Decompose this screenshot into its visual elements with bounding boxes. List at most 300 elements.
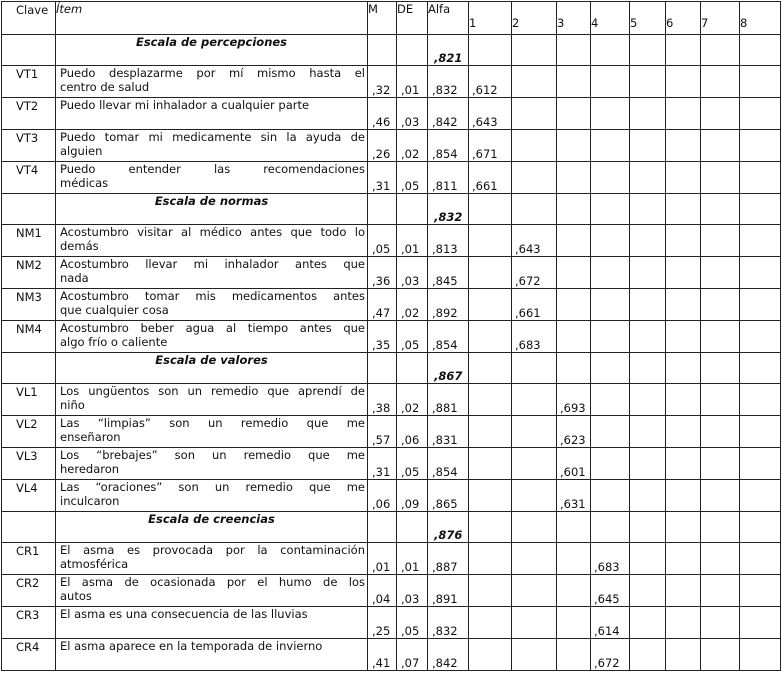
item-alfa: ,831 (428, 416, 469, 448)
factor-empty-cell (557, 225, 591, 257)
factor-empty-cell (630, 384, 666, 416)
scale-blank-cell (397, 194, 428, 225)
item-text (56, 162, 368, 194)
header-factor-3 (557, 2, 591, 35)
item-text (56, 480, 368, 512)
factor-empty-cell (666, 448, 701, 480)
factor-empty-cell (740, 66, 781, 98)
factor-empty-cell (630, 289, 666, 321)
item-sd: ,05 (397, 321, 428, 353)
factor-empty-cell (557, 66, 591, 98)
item-mean: ,46 (368, 98, 397, 130)
item-sd: ,03 (397, 98, 428, 130)
item-text (56, 543, 368, 575)
item-text-line: enseñaron (60, 430, 121, 444)
header-factor-8 (740, 2, 781, 35)
factor-empty-cell (630, 416, 666, 448)
factor-empty-cell (740, 257, 781, 289)
scale-blank-cell (2, 353, 56, 384)
table-row (2, 448, 781, 480)
item-sd: ,09 (397, 480, 428, 512)
factor-empty-cell (740, 130, 781, 162)
item-mean: ,36 (368, 257, 397, 289)
scale-blank-cell (630, 194, 666, 225)
item-key: CR4 (2, 639, 56, 671)
table-row (2, 321, 781, 353)
scale-blank-cell (397, 35, 428, 66)
factor-empty-cell (666, 575, 701, 607)
factor-empty-cell (740, 162, 781, 194)
item-text (56, 384, 368, 416)
scale-blank-cell (701, 194, 740, 225)
scale-blank-cell (557, 353, 591, 384)
scale-blank-cell (557, 194, 591, 225)
item-mean: ,31 (368, 448, 397, 480)
factor-empty-cell (666, 321, 701, 353)
factor-loading: ,661 (469, 162, 512, 194)
factor-loading: ,645 (591, 575, 630, 607)
scale-blank-cell (469, 512, 512, 543)
factor-empty-cell (666, 416, 701, 448)
header-factor-5 (630, 2, 666, 35)
factor-empty-cell (630, 225, 666, 257)
scale-blank-cell (512, 512, 557, 543)
item-sd: ,01 (397, 543, 428, 575)
header-factor-6 (666, 2, 701, 35)
factor-empty-cell (512, 480, 557, 512)
scale-blank-cell (666, 512, 701, 543)
factor-empty-cell (512, 384, 557, 416)
table-row (2, 480, 781, 512)
item-sd: ,02 (397, 289, 428, 321)
header-alfa (428, 2, 469, 35)
factor-empty-cell (557, 162, 591, 194)
item-text-line: Puedo entender las recomendaciones (60, 162, 365, 176)
header-factor-label: 4 (591, 16, 599, 30)
item-text-line: médicas (60, 176, 109, 190)
item-alfa: ,845 (428, 257, 469, 289)
scale-blank-cell (591, 35, 630, 66)
header-factor-label: 8 (740, 16, 748, 30)
scale-blank-cell (368, 353, 397, 384)
item-mean: ,47 (368, 289, 397, 321)
item-alfa: ,813 (428, 225, 469, 257)
header-factor-1 (469, 2, 512, 35)
factor-empty-cell (469, 384, 512, 416)
factor-empty-cell (666, 607, 701, 639)
item-mean: ,05 (368, 225, 397, 257)
scale-title: Escala de creencias (56, 512, 368, 543)
factor-empty-cell (591, 130, 630, 162)
item-alfa: ,892 (428, 289, 469, 321)
scale-blank-cell (469, 35, 512, 66)
item-key: VT3 (2, 130, 56, 162)
factor-empty-cell (701, 162, 740, 194)
scale-blank-cell (2, 194, 56, 225)
item-text-line: Los “brebajes” son un remedio que me (60, 448, 365, 462)
item-mean: ,38 (368, 384, 397, 416)
factor-empty-cell (740, 289, 781, 321)
item-sd: ,02 (397, 130, 428, 162)
factor-empty-cell (666, 257, 701, 289)
factor-empty-cell (701, 225, 740, 257)
factor-loading: ,614 (591, 607, 630, 639)
header-row (2, 2, 781, 35)
factor-empty-cell (591, 448, 630, 480)
scale-row (2, 35, 781, 66)
scale-blank-cell (397, 353, 428, 384)
scale-title: Escala de percepciones (56, 35, 368, 66)
item-text (56, 321, 368, 353)
factor-loading: ,612 (469, 66, 512, 98)
factor-empty-cell (469, 639, 512, 671)
item-text (56, 289, 368, 321)
factor-empty-cell (740, 98, 781, 130)
item-alfa: ,887 (428, 543, 469, 575)
factor-empty-cell (557, 257, 591, 289)
item-key: NM4 (2, 321, 56, 353)
scale-alfa: ,867 (428, 353, 469, 384)
factor-empty-cell (740, 575, 781, 607)
scale-alfa: ,876 (428, 512, 469, 543)
header-clave: Clave (2, 2, 56, 35)
scale-blank-cell (512, 194, 557, 225)
header-m (368, 2, 397, 35)
item-text (56, 66, 368, 98)
factor-empty-cell (630, 543, 666, 575)
factor-empty-cell (701, 639, 740, 671)
factor-empty-cell (666, 225, 701, 257)
factor-empty-cell (630, 162, 666, 194)
factor-empty-cell (666, 66, 701, 98)
item-text-line: niño (60, 398, 85, 412)
factor-empty-cell (469, 416, 512, 448)
item-alfa: ,854 (428, 321, 469, 353)
item-text (56, 575, 368, 607)
item-alfa: ,832 (428, 66, 469, 98)
factor-empty-cell (666, 480, 701, 512)
item-key: VL3 (2, 448, 56, 480)
factor-empty-cell (512, 575, 557, 607)
factor-empty-cell (701, 321, 740, 353)
scale-blank-cell (2, 35, 56, 66)
factor-empty-cell (557, 130, 591, 162)
table-row (2, 639, 781, 671)
factor-loading: ,623 (557, 416, 591, 448)
table-row (2, 607, 781, 639)
item-mean: ,06 (368, 480, 397, 512)
scale-blank-cell (469, 353, 512, 384)
scale-blank-cell (368, 512, 397, 543)
item-key: VT4 (2, 162, 56, 194)
scale-blank-cell (512, 353, 557, 384)
item-text-line: alguien (60, 144, 103, 158)
item-text (56, 416, 368, 448)
factor-empty-cell (701, 416, 740, 448)
factor-empty-cell (630, 639, 666, 671)
scale-blank-cell (2, 512, 56, 543)
factor-empty-cell (591, 480, 630, 512)
scale-blank-cell (630, 35, 666, 66)
scale-blank-cell (740, 35, 781, 66)
factor-empty-cell (666, 98, 701, 130)
scale-blank-cell (368, 194, 397, 225)
item-mean: ,25 (368, 607, 397, 639)
item-alfa: ,854 (428, 130, 469, 162)
item-text (56, 225, 368, 257)
factor-empty-cell (557, 289, 591, 321)
factor-empty-cell (512, 416, 557, 448)
factor-empty-cell (701, 448, 740, 480)
scale-blank-cell (397, 512, 428, 543)
factor-empty-cell (469, 257, 512, 289)
factor-loading: ,631 (557, 480, 591, 512)
item-text-line: Acostumbro visitar al médico antes que todo lo (60, 225, 365, 239)
item-text (56, 607, 368, 639)
factor-empty-cell (701, 66, 740, 98)
scale-title: Escala de valores (56, 353, 368, 384)
factor-empty-cell (469, 321, 512, 353)
factor-empty-cell (701, 575, 740, 607)
item-sd: ,06 (397, 416, 428, 448)
item-text-line: Las “limpias” son un remedio que me (60, 416, 365, 430)
factor-empty-cell (469, 480, 512, 512)
item-text-line: nada (60, 271, 89, 285)
factor-loading: ,671 (469, 130, 512, 162)
scale-blank-cell (666, 353, 701, 384)
scale-alfa: ,821 (428, 35, 469, 66)
header-factor-label: 7 (701, 16, 709, 30)
factor-empty-cell (591, 66, 630, 98)
factor-empty-cell (512, 130, 557, 162)
item-mean: ,35 (368, 321, 397, 353)
header-factor-label: 3 (557, 16, 565, 30)
header-m-label: M (368, 2, 378, 16)
item-text-line: Puedo tomar mi medicamente sin la ayuda de (60, 130, 365, 144)
table-row (2, 66, 781, 98)
table-row (2, 225, 781, 257)
factor-empty-cell (512, 162, 557, 194)
factor-loading: ,643 (512, 225, 557, 257)
item-mean: ,26 (368, 130, 397, 162)
scale-blank-cell (666, 194, 701, 225)
factor-empty-cell (666, 384, 701, 416)
item-text-line: demás (60, 239, 99, 253)
item-key: NM3 (2, 289, 56, 321)
factor-empty-cell (512, 543, 557, 575)
table-row (2, 384, 781, 416)
item-key: VL2 (2, 416, 56, 448)
factor-empty-cell (740, 639, 781, 671)
item-text (56, 130, 368, 162)
factor-empty-cell (701, 257, 740, 289)
item-sd: ,01 (397, 66, 428, 98)
item-alfa: ,832 (428, 607, 469, 639)
item-key: CR3 (2, 607, 56, 639)
factor-loading: ,661 (512, 289, 557, 321)
factor-loading: ,601 (557, 448, 591, 480)
factor-empty-cell (591, 162, 630, 194)
item-text (56, 257, 368, 289)
factor-empty-cell (666, 130, 701, 162)
item-key: VL4 (2, 480, 56, 512)
scale-blank-cell (557, 35, 591, 66)
scale-blank-cell (701, 35, 740, 66)
item-text-line: El asma es una consecuencia de las lluvias (60, 607, 308, 621)
item-sd: ,07 (397, 639, 428, 671)
factor-empty-cell (591, 289, 630, 321)
factor-empty-cell (591, 321, 630, 353)
item-key: CR2 (2, 575, 56, 607)
item-sd: ,01 (397, 225, 428, 257)
header-factor-label: 6 (666, 16, 674, 30)
scale-blank-cell (469, 194, 512, 225)
item-text-line: El asma de ocasionada por el humo de los (60, 575, 365, 589)
item-sd: ,05 (397, 162, 428, 194)
factor-empty-cell (701, 543, 740, 575)
table-row (2, 98, 781, 130)
factor-empty-cell (630, 257, 666, 289)
scale-blank-cell (591, 194, 630, 225)
item-text-line: Acostumbro tomar mis medicamentos antes (60, 289, 365, 303)
factor-analysis-table (1, 1, 781, 671)
item-alfa: ,842 (428, 98, 469, 130)
item-text-line: centro de salud (60, 80, 150, 94)
header-factor-label: 1 (469, 16, 477, 30)
item-key: NM1 (2, 225, 56, 257)
item-text-line: El asma aparece en la temporada de invierno (60, 639, 323, 653)
item-key: VT2 (2, 98, 56, 130)
header-factor-7 (701, 2, 740, 35)
factor-empty-cell (469, 575, 512, 607)
factor-empty-cell (591, 98, 630, 130)
item-text-line: autos (60, 589, 92, 603)
scale-blank-cell (368, 35, 397, 66)
header-de (397, 2, 428, 35)
item-text-line: Puedo llevar mi inhalador a cualquier parte (60, 98, 310, 112)
factor-empty-cell (469, 543, 512, 575)
item-text-line: Las “oraciones” son un remedio que me (60, 480, 365, 494)
table-row (2, 416, 781, 448)
factor-empty-cell (740, 225, 781, 257)
scale-row (2, 512, 781, 543)
header-factor-2 (512, 2, 557, 35)
factor-empty-cell (512, 448, 557, 480)
factor-empty-cell (740, 607, 781, 639)
factor-empty-cell (591, 384, 630, 416)
factor-empty-cell (557, 639, 591, 671)
scale-blank-cell (557, 512, 591, 543)
factor-empty-cell (469, 448, 512, 480)
factor-empty-cell (469, 289, 512, 321)
item-mean: ,01 (368, 543, 397, 575)
item-key: NM2 (2, 257, 56, 289)
factor-empty-cell (630, 480, 666, 512)
scale-blank-cell (591, 353, 630, 384)
factor-loading: ,643 (469, 98, 512, 130)
factor-empty-cell (740, 480, 781, 512)
factor-empty-cell (557, 575, 591, 607)
item-alfa: ,865 (428, 480, 469, 512)
factor-empty-cell (701, 98, 740, 130)
scale-blank-cell (701, 512, 740, 543)
factor-empty-cell (469, 225, 512, 257)
scale-blank-cell (666, 35, 701, 66)
item-text (56, 448, 368, 480)
item-key: VT1 (2, 66, 56, 98)
item-key: CR1 (2, 543, 56, 575)
table-body (2, 2, 781, 671)
scale-blank-cell (740, 194, 781, 225)
item-sd: ,05 (397, 607, 428, 639)
item-alfa: ,891 (428, 575, 469, 607)
factor-empty-cell (701, 289, 740, 321)
item-text-line: Los ungüentos son un remedio que aprendí de (60, 384, 365, 398)
factor-empty-cell (701, 130, 740, 162)
factor-empty-cell (740, 321, 781, 353)
scale-blank-cell (740, 353, 781, 384)
item-text-line: algo frío o caliente (60, 335, 168, 349)
header-factor-label: 2 (512, 16, 520, 30)
factor-empty-cell (469, 607, 512, 639)
factor-empty-cell (630, 607, 666, 639)
factor-empty-cell (557, 607, 591, 639)
scale-blank-cell (591, 512, 630, 543)
item-text-line: atmosférica (60, 557, 129, 571)
table-row (2, 289, 781, 321)
scale-row (2, 194, 781, 225)
item-text (56, 98, 368, 130)
factor-empty-cell (512, 98, 557, 130)
table-row (2, 575, 781, 607)
item-sd: ,03 (397, 257, 428, 289)
factor-loading: ,672 (512, 257, 557, 289)
factor-empty-cell (512, 639, 557, 671)
factor-empty-cell (557, 98, 591, 130)
table-row (2, 162, 781, 194)
table-row (2, 257, 781, 289)
item-alfa: ,854 (428, 448, 469, 480)
item-key: VL1 (2, 384, 56, 416)
item-mean: ,31 (368, 162, 397, 194)
factor-loading: ,683 (591, 543, 630, 575)
scale-blank-cell (701, 353, 740, 384)
factor-loading: ,672 (591, 639, 630, 671)
factor-empty-cell (740, 543, 781, 575)
table-row (2, 543, 781, 575)
scale-blank-cell (630, 353, 666, 384)
factor-empty-cell (740, 384, 781, 416)
factor-empty-cell (557, 543, 591, 575)
factor-empty-cell (666, 543, 701, 575)
factor-loading: ,683 (512, 321, 557, 353)
item-text-line: Puedo desplazarme por mí mismo hasta el (60, 66, 365, 80)
item-mean: ,57 (368, 416, 397, 448)
item-mean: ,32 (368, 66, 397, 98)
item-mean: ,41 (368, 639, 397, 671)
factor-empty-cell (740, 416, 781, 448)
item-alfa: ,881 (428, 384, 469, 416)
factor-empty-cell (591, 225, 630, 257)
item-text-line: que cualquier cosa (60, 303, 169, 317)
item-text-line: El asma es provocada por la contaminación (60, 543, 365, 557)
factor-empty-cell (630, 575, 666, 607)
header-item: Ítem (56, 2, 368, 35)
header-alfa-label: Alfa (428, 2, 451, 16)
item-sd: ,02 (397, 384, 428, 416)
scale-alfa: ,832 (428, 194, 469, 225)
item-text-line: inculcaron (60, 494, 120, 508)
